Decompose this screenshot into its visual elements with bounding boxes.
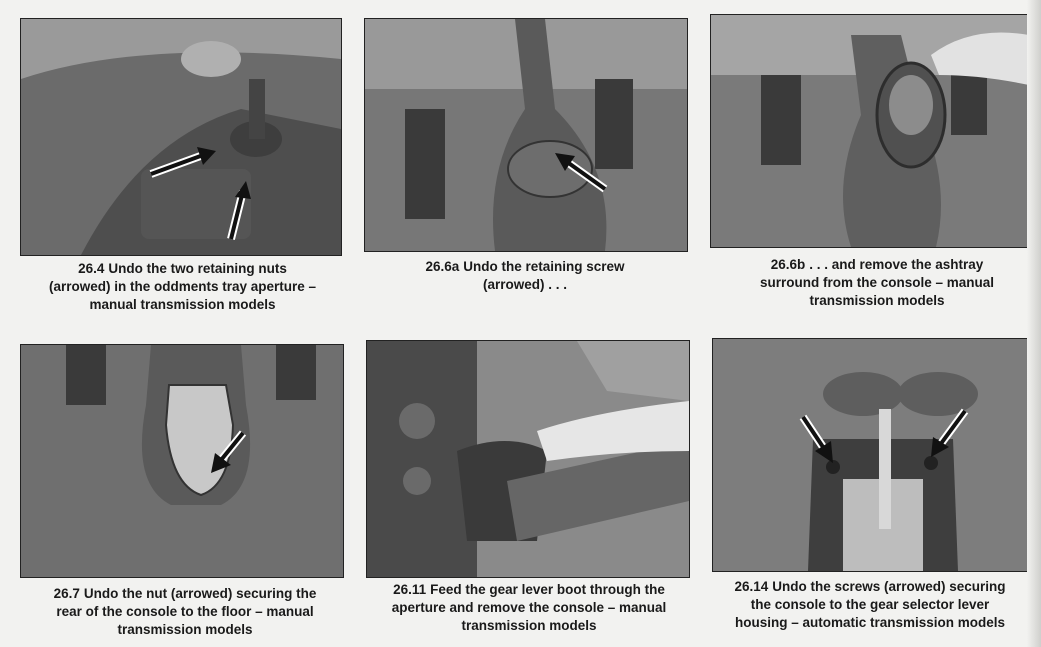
photo-26-4 [20, 18, 342, 256]
caption-26-6a [364, 258, 686, 294]
caption-line: Feed the gear lever boot through the [430, 582, 665, 597]
caption-line: surround from the console – manual [759, 275, 995, 290]
caption-line: the console to the gear selector lever [750, 597, 990, 612]
caption-line: housing – automatic transmission models [734, 615, 1006, 630]
caption-line: aperture and remove the console – manual [391, 600, 667, 615]
caption-line: transmission models [809, 293, 945, 308]
photo-26-6b [710, 14, 1030, 248]
caption-26-11 [362, 581, 696, 635]
page-edge [1027, 0, 1041, 647]
figure-number: 26.6b [770, 257, 806, 272]
photo-26-7-image [21, 345, 343, 577]
caption-26-7 [20, 585, 350, 639]
photo-26-14-image [713, 339, 1027, 571]
figure-number: 26.14 [734, 579, 769, 594]
caption-26-4 [20, 260, 345, 314]
caption-line: (arrowed) . . . [482, 277, 567, 292]
figure-number: 26.6a [425, 259, 460, 274]
photo-26-11-image [367, 341, 689, 577]
figure-number: 26.7 [53, 586, 80, 601]
caption-line: Undo the two retaining nuts [108, 261, 287, 276]
caption-line: transmission models [117, 622, 253, 637]
photo-26-11 [366, 340, 690, 578]
caption-line: manual transmission models [89, 297, 276, 312]
caption-26-6b [716, 256, 1038, 310]
photo-26-6a [364, 18, 688, 252]
caption-line: Undo the nut (arrowed) securing the [83, 586, 317, 601]
caption-line: Undo the retaining screw [463, 259, 625, 274]
figure-number: 26.4 [78, 261, 105, 276]
caption-line: (arrowed) in the oddments tray aperture – [48, 279, 317, 294]
photo-26-7 [20, 344, 344, 578]
photo-26-4-image [21, 19, 341, 255]
photo-26-14 [712, 338, 1028, 572]
caption-26-14 [712, 578, 1028, 632]
caption-line: transmission models [461, 618, 597, 633]
caption-line: . . . and remove the ashtray [809, 257, 984, 272]
caption-line: Undo the screws (arrowed) securing [772, 579, 1006, 594]
caption-line: rear of the console to the floor – manual [56, 604, 314, 619]
photo-26-6b-image [711, 15, 1029, 247]
figure-number: 26.11 [393, 582, 427, 597]
photo-26-6a-image [365, 19, 687, 251]
